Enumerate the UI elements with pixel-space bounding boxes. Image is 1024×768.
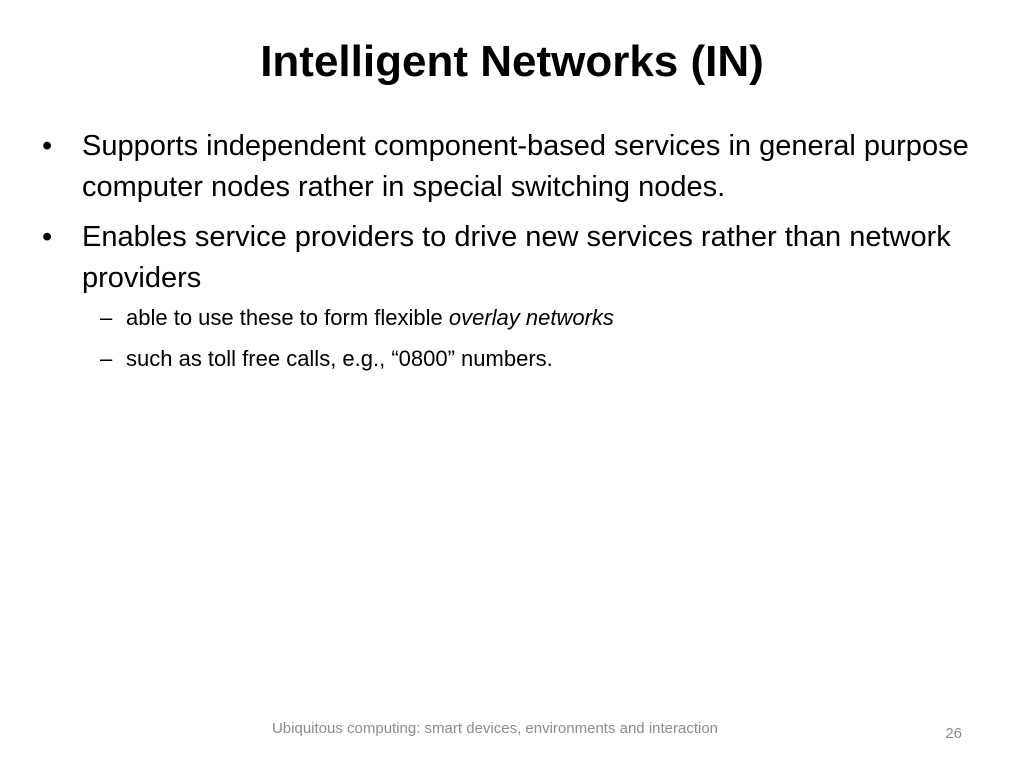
sub-bullet-item (82, 344, 990, 374)
bullet-list (40, 126, 990, 385)
page-number: 26 (945, 725, 962, 742)
sub-bullet-marker: – (100, 346, 113, 371)
bullet-item (40, 217, 990, 374)
bullet-item (40, 126, 990, 208)
sub-bullet-list (82, 303, 990, 374)
bullet-text: Enables service providers to drive new services rather than network providers (82, 221, 951, 294)
bullet-marker: • (42, 130, 53, 162)
sub-bullet-item (82, 303, 990, 333)
footer-text: Ubiquitous computing: smart devices, environments and interaction (271, 720, 719, 737)
bullet-text: Supports independent component-based services in general purpose computer nodes rather in special switching nodes. (82, 130, 969, 203)
sub-bullet-emphasis: overlay networks (448, 305, 614, 330)
bullet-marker: • (42, 221, 53, 253)
sub-bullet-text: such as toll free calls, e.g., “0800” numbers. (126, 346, 553, 371)
sub-bullet-text: able to use these to form flexible (126, 305, 449, 330)
slide-title: Intelligent Networks (IN) (260, 37, 764, 86)
sub-bullet-marker: – (100, 305, 113, 330)
